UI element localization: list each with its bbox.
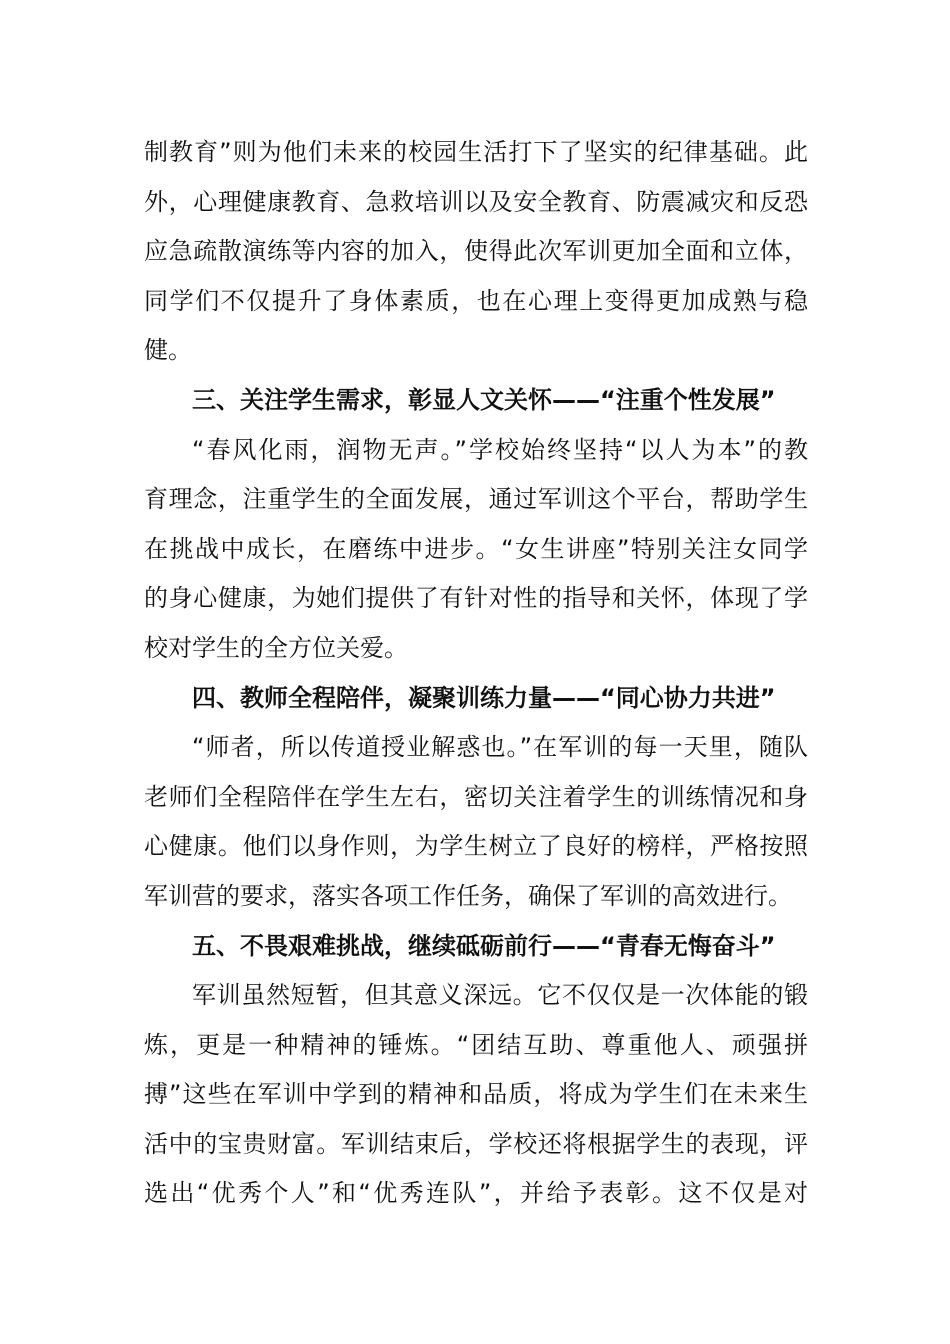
paragraph-line: 老师们全程陪伴在学生左右，密切关注着学生的训练情况和身 <box>144 782 808 811</box>
paragraph-line: 同学们不仅提升了身体素质，也在心理上变得更加成熟与稳 <box>144 286 808 315</box>
section-heading: 五、不畏艰难挑战，继续砥砺前行——“青春无悔奋斗” <box>192 931 776 960</box>
paragraph-line: 选出“优秀个人”和“优秀连队”，并给予表彰。这不仅是对 <box>144 1179 808 1208</box>
paragraph-line: 心健康。他们以身作则，为学生树立了良好的榜样，严格按照 <box>144 832 808 861</box>
section-heading: 四、教师全程陪伴，凝聚训练力量——“同心协力共进” <box>192 683 776 712</box>
paragraph-line: 活中的宝贵财富。军训结束后，学校还将根据学生的表现，评 <box>144 1129 808 1158</box>
paragraph-line: “师者，所以传道授业解惑也。”在军训的每一天里，随队 <box>192 733 808 762</box>
paragraph-line: 健。 <box>144 336 192 365</box>
paragraph-line: “春风化雨，润物无声。”学校始终坚持“以人为本”的教 <box>192 435 808 464</box>
section-heading: 三、关注学生需求，彰显人文关怀——“注重个性发展” <box>192 385 776 414</box>
paragraph-line: 校对学生的全方位关爱。 <box>144 633 408 662</box>
paragraph-line: 炼，更是一种精神的锤炼。“团结互助、尊重他人、顽强拼 <box>144 1030 808 1059</box>
document-page <box>144 128 808 1219</box>
paragraph-line: 制教育”则为他们未来的校园生活打下了坚实的纪律基础。此 <box>144 138 808 166</box>
paragraph-line: 军训虽然短暂，但其意义深远。它不仅仅是一次体能的锻 <box>192 981 808 1010</box>
paragraph-line: 军训营的要求，落实各项工作任务，确保了军训的高效进行。 <box>144 881 792 910</box>
paragraph-line: 应急疏散演练等内容的加入，使得此次军训更加全面和立体， <box>144 237 808 266</box>
paragraph-line: 的身心健康，为她们提供了有针对性的指导和关怀，体现了学 <box>144 584 808 613</box>
paragraph-line: 在挑战中成长，在磨练中进步。“女生讲座”特别关注女同学 <box>144 534 808 563</box>
paragraph-line: 外，心理健康教育、急救培训以及安全教育、防震减灾和反恐 <box>144 187 808 216</box>
paragraph-line: 育理念，注重学生的全面发展，通过军训这个平台，帮助学生 <box>144 485 808 514</box>
paragraph-line: 搏”这些在军训中学到的精神和品质，将成为学生们在未来生 <box>144 1080 808 1109</box>
